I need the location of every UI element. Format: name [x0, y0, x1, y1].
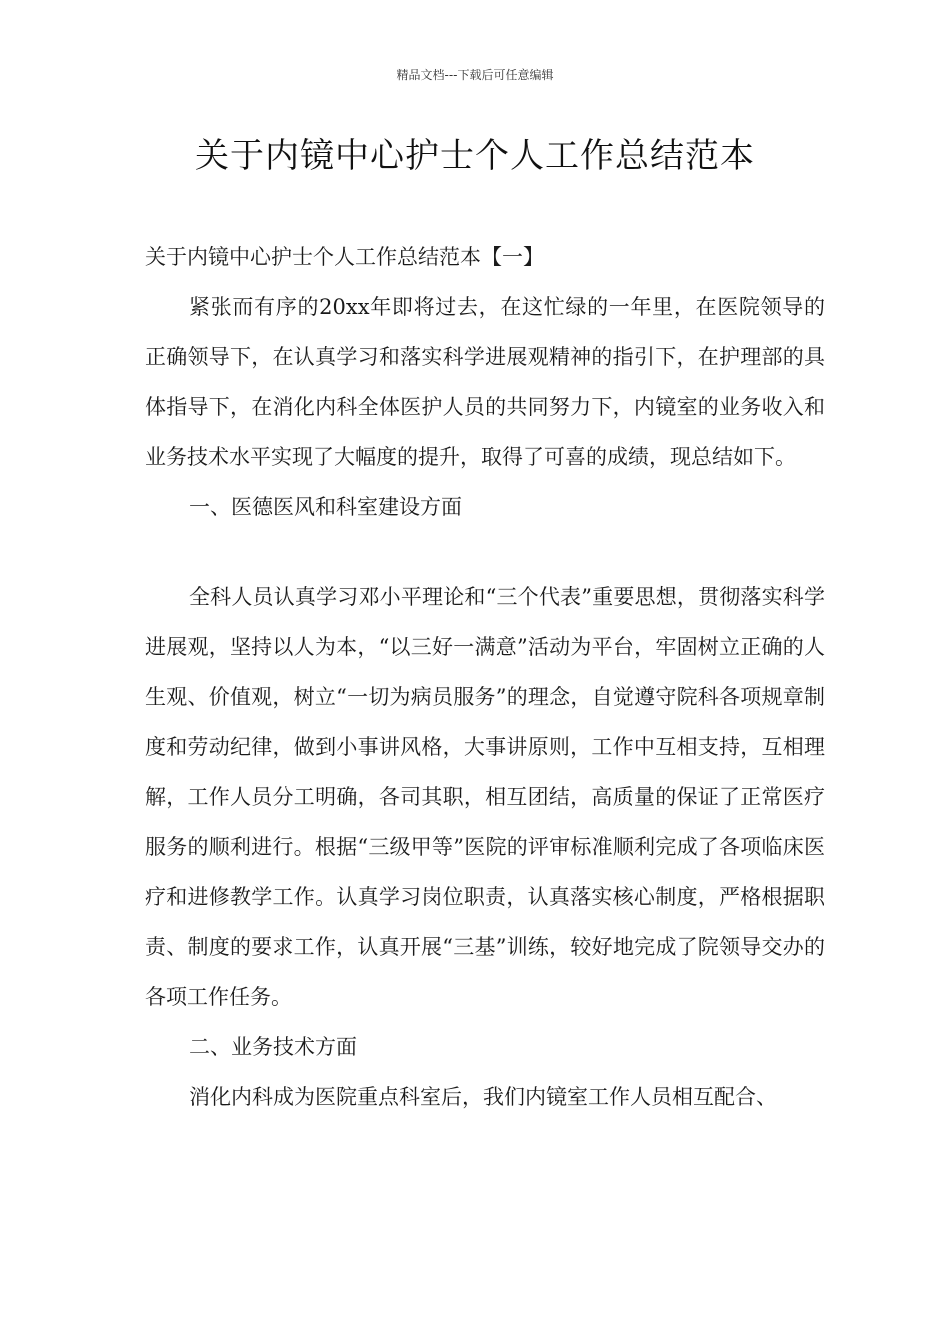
ethics-paragraph: 全科人员认真学习邓小平理论和“三个代表”重要思想，贯彻落实科学进展观，坚持以人为本，“以三好一满意”活动为平台，牢固树立正确的人生观、价值观，树立“一切为病员服务”的理念，自觉遵守院科各项规章制度和劳动纪律，做到小事讲风格，大事讲原则，工作中互相支持，互相理解，工作人员分工明确，各司其职，相互团结，高质量的保证了正常医疗服务的顺利进行。根据“三级甲等”医院的评审标准顺利完成了各项临床医疗和进修教学工作。认真学习岗位职责，认真落实核心制度，严格根据职责、制度的要求工作，认真开展“三基”训练，较好地完成了院领导交办的各项工作任务。: [145, 585, 825, 1009]
heading-ethics: 一、医德医风和科室建设方面: [189, 495, 462, 519]
heading-technical: 二、业务技术方面: [189, 1035, 357, 1059]
intro-paragraph: 紧张而有序的20xx年即将过去，在这忙绿的一年里，在医院领导的正确领导下，在认真学习和落实科学进展观精神的指引下，在护理部的具体指导下，在消化内科全体医护人员的共同努力下，内镜室的业务收入和业务技术水平实现了大幅度的提升，取得了可喜的成绩，现总结如下。: [145, 295, 825, 469]
section-title: 关于内镜中心护士个人工作总结范本【一】: [145, 245, 544, 269]
document-title: 关于内镜中心护士个人工作总结范本: [195, 136, 755, 176]
document-body: [145, 232, 825, 1122]
header-note: 精品文档---下载后可任意编辑: [396, 68, 554, 82]
technical-paragraph: 消化内科成为医院重点科室后，我们内镜室工作人员相互配合、: [189, 1085, 777, 1109]
